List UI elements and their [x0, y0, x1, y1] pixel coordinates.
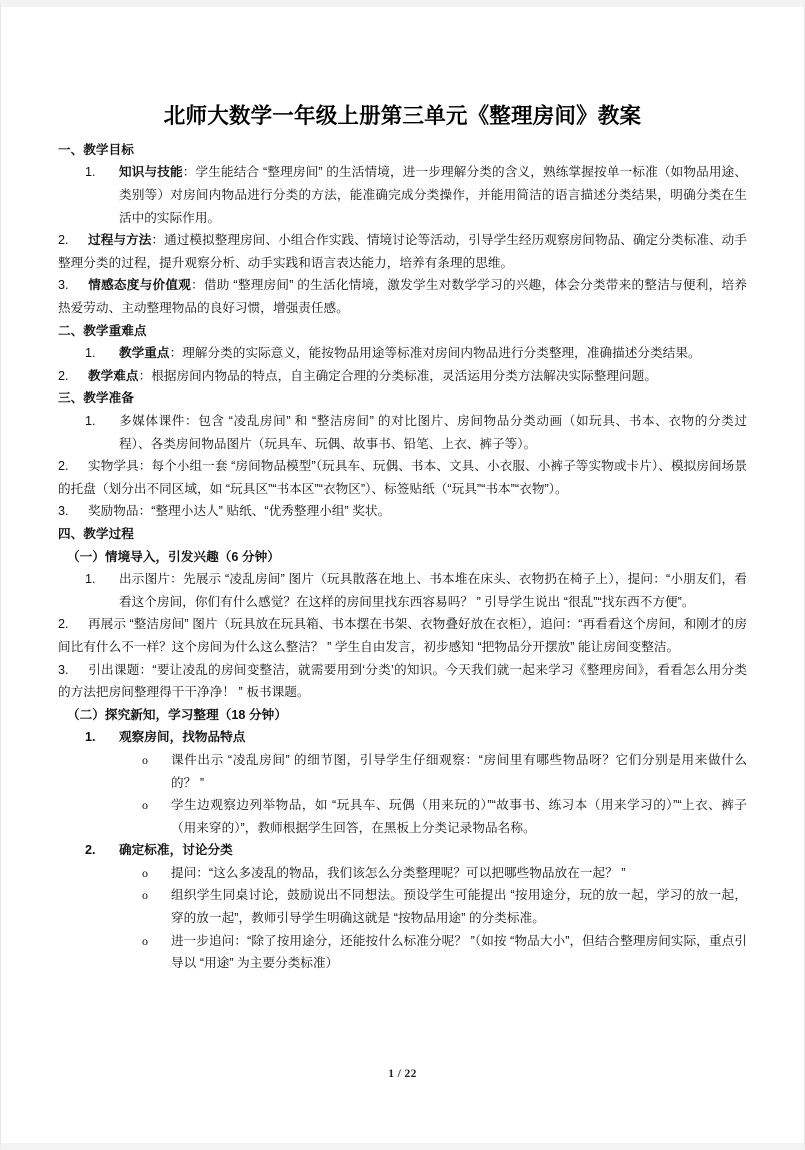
sub-bullet-text: 学生边观察边列举物品，如 “玩具车、玩偶（用来玩的）”“故事书、练习本（用来学习的）”“上衣、裤子（用来穿的）”，教师根据学生回答，在黑板上分类记录物品名称。: [171, 798, 747, 835]
sub-bullet-text: 提问：“这么多凌乱的物品，我们该怎么分类整理呢？可以把哪些物品放在一起？ ”: [171, 865, 626, 880]
list-item-text: ：根据房间内物品的特点，自主确定合理的分类标准，灵活运用分类方法解决实际整理问题。: [138, 368, 657, 383]
subsection-heading-situation-intro: （一）情境导入，引发兴趣（6 分钟）: [67, 549, 280, 564]
list-item-determine-standard: [85, 839, 747, 862]
list-item-label: 教学难点: [88, 368, 139, 383]
list-item-show-tidy-room: [58, 613, 747, 658]
page-title: 北师大数学一年级上册第三单元《整理房间》教案: [163, 104, 642, 128]
sub-bullet-students-list-items: [136, 794, 747, 839]
list-item-text: 观察房间，找物品特点: [119, 730, 246, 745]
list-item-text: 引出课题：“要让凌乱的房间变整洁，就需要用到‘分类’的知识。今天我们就一起来学习《整理房间》，看看怎么用分类的方法把房间整理得干干净净！ ” 板书课题。: [58, 662, 747, 700]
list-item-text: 实物学具：每个小组一套 “房间物品模型”（玩具车、玩偶、书本、文具、小衣服、小裤子等实物或卡片）、模拟房间场景的托盘（划分出不同区域，如 “玩具区”“书本区”“衣物区”）、标签贴纸（“玩具”“书本”“衣物”）。: [58, 459, 747, 496]
circle-bullet-icon: o: [142, 798, 149, 813]
list-marker: 3.: [58, 504, 69, 519]
sub-bullet-question-classify: [136, 862, 747, 885]
list-item-multimedia-courseware: [85, 410, 747, 455]
list-item-label: 教学重点: [119, 346, 170, 361]
list-item-label: 知识与技能: [119, 165, 183, 180]
section-heading-key-difficulties: 二、教学重难点: [58, 323, 147, 338]
list-marker: 2.: [58, 617, 69, 632]
list-marker: 1.: [85, 346, 96, 361]
list-item-text: ：通过模拟整理房间、小组合作实践、情境讨论等活动，引导学生经历观察房间物品、确定分类标准、动手整理分类的过程，提升观察分析、动手实践和语言表达能力，培养有条理的思维。: [58, 233, 748, 270]
list-item-reward-items: [58, 500, 747, 523]
list-marker: 1.: [85, 730, 96, 745]
sub-bullet-text: 课件出示 “凌乱房间” 的细节图，引导学生仔细观察：“房间里有哪些物品呀？它们分别是用来做什么的？ ”: [171, 752, 747, 790]
list-item-key-point: [85, 342, 747, 365]
sub-bullet-text: 进一步追问：“除了按用途分，还能按什么标准分呢？ ”（如按 “物品大小”，但结合整理房间实际，重点引导以 “用途” 为主要分类标准）: [171, 933, 747, 971]
list-item-text: 确定标准，讨论分类: [119, 843, 233, 858]
circle-bullet-icon: o: [142, 865, 149, 880]
sub-bullet-text: 组织学生同桌讨论，鼓励说出不同想法。预设学生可能提出 “按用途分，玩的放一起，学习的放一起，穿的放一起”，教师引导学生明确这就是 “按物品用途” 的分类标准。: [171, 888, 747, 926]
list-marker: 3.: [58, 278, 69, 293]
list-marker: 2.: [85, 843, 96, 858]
section-heading-preparation: 三、教学准备: [58, 391, 134, 406]
list-item-text: ：学生能结合 “整理房间” 的生活情境，进一步理解分类的含义，熟练掌握按单一标准（如物品用途、类别等）对房间内物品进行分类的方法，能准确完成分类操作，并能用简洁的语言描述分类结果，明确分类在生活中的实际作用。: [119, 165, 747, 225]
list-marker: 2.: [58, 233, 69, 248]
list-marker: 1.: [85, 165, 96, 180]
list-item-text: 多媒体课件：包含 “凌乱房间” 和 “整洁房间” 的对比图片、房间物品分类动画（如玩具、书本、衣物的分类过程）、各类房间物品图片（玩具车、玩偶、故事书、铅笔、上衣、裤子等）。: [119, 414, 747, 451]
list-item-difficult-point: [58, 365, 747, 388]
list-marker: 2.: [58, 459, 69, 474]
list-item-physical-learning-tools: [58, 455, 747, 500]
sub-bullet-courseware-detail: [136, 749, 747, 794]
circle-bullet-icon: o: [142, 752, 149, 767]
list-item-attitude-values: [58, 274, 747, 319]
list-item-text: 奖励物品：“整理小达人” 贴纸、“优秀整理小组” 奖状。: [88, 504, 391, 519]
list-item-show-picture: [85, 568, 747, 613]
section-heading-teaching-process: 四、教学过程: [58, 526, 134, 541]
list-item-label: 过程与方法: [88, 233, 152, 248]
list-marker: 1.: [85, 414, 96, 428]
list-marker: 2.: [58, 368, 69, 383]
list-item-process-method: [58, 229, 747, 274]
list-item-text: 出示图片：先展示 “凌乱房间” 图片（玩具散落在地上、书本堆在床头、衣物扔在椅子上），提问：“小朋友们，看看这个房间，你们有什么感觉？在这样的房间里找东西容易吗？ ” 引导学生说出 “很乱”“找东西不方便”。: [119, 572, 747, 609]
list-item-introduce-topic: [58, 659, 747, 704]
list-item-text: ：借助 “整理房间” 的生活化情境，激发学生对数学学习的兴趣，体会分类带来的整洁与便利，培养热爱劳动、主动整理物品的良好习惯，增强责任感。: [58, 278, 747, 316]
list-item-label: 情感态度与价值观: [88, 278, 192, 293]
list-item-text: 再展示 “整洁房间” 图片（玩具放在玩具箱、书本摆在书架、衣物叠好放在衣柜），追问：“再看看这个房间，和刚才的房间比有什么不一样？这个房间为什么这么整洁？ ” 学生自由发言，初步感知 “把物品分开摆放” 能让房间变整洁。: [58, 617, 747, 654]
circle-bullet-icon: o: [142, 933, 149, 948]
list-marker: 1.: [85, 572, 96, 587]
section-heading-objectives: 一、教学目标: [58, 142, 134, 157]
page-footer: 1 / 22: [388, 1068, 417, 1080]
list-item-text: ：理解分类的实际意义，能按物品用途等标准对房间内物品进行分类整理，准确描述分类结果。: [169, 346, 701, 361]
list-item-observe-room: [85, 726, 747, 749]
sub-bullet-deskmate-discussion: [136, 884, 747, 929]
circle-bullet-icon: o: [142, 888, 149, 903]
subsection-heading-explore-new-knowledge: （二）探究新知，学习整理（18 分钟）: [67, 707, 287, 722]
list-marker: 3.: [58, 662, 69, 677]
list-item-knowledge-skills: [85, 161, 747, 229]
page-sheet: [1, 7, 804, 1143]
sub-bullet-further-question: [136, 930, 747, 975]
